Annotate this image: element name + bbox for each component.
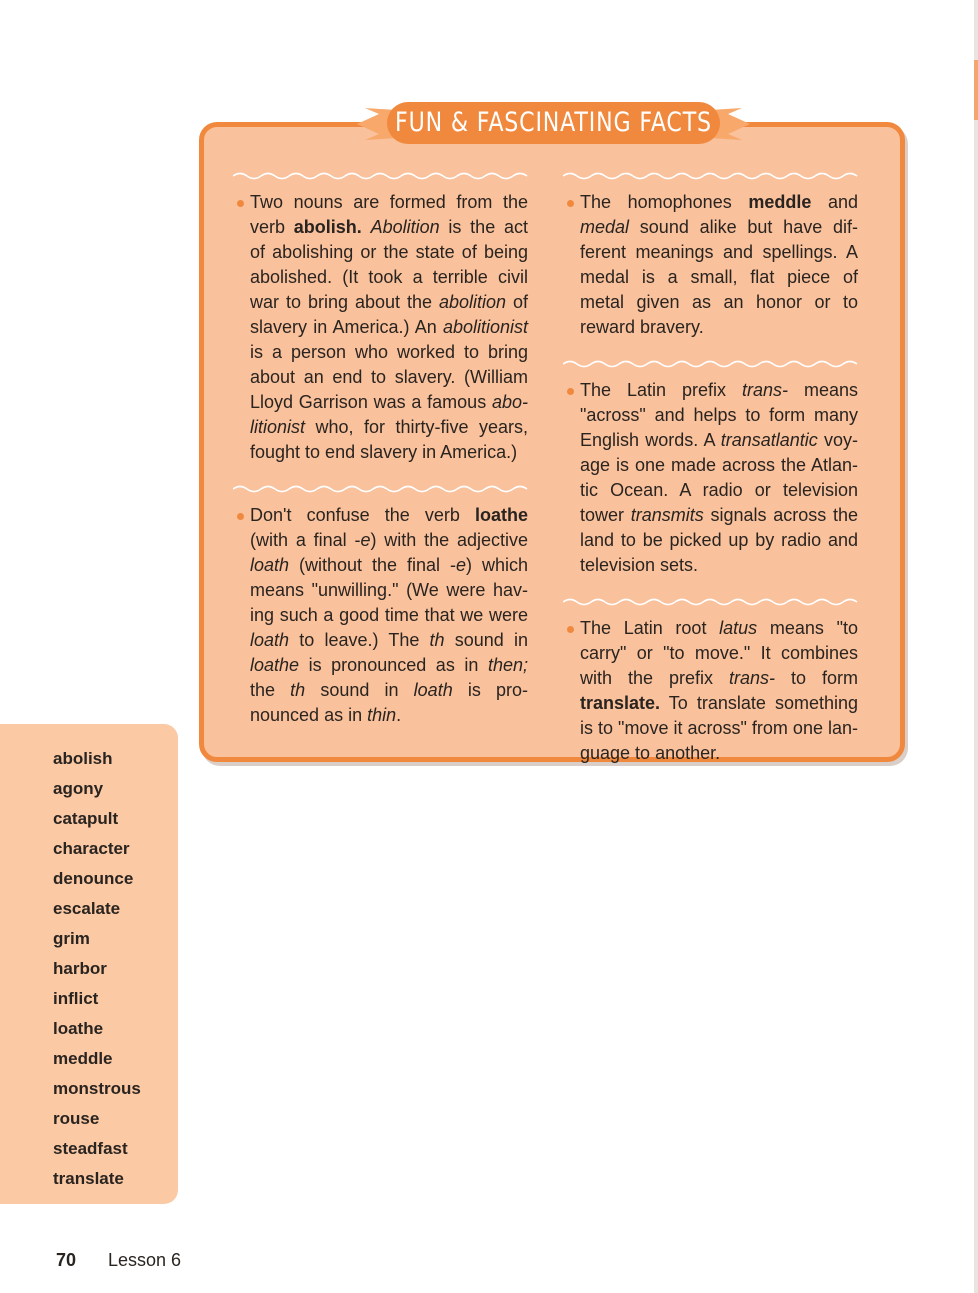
wavy-divider <box>233 170 528 182</box>
wavy-divider <box>233 483 528 495</box>
wavy-divider <box>563 170 858 182</box>
word-list-item: rouse <box>53 1109 100 1128</box>
bullet-dot <box>567 388 574 395</box>
fact-loathe: Don't confuse the verb loathe (with a final -e) with the adjective loath (without the final -e) which means "unwilling." (We were hav-ing such a good time that we were loath to leave.) The th sound in loathe is pronounced as in then; the th sound in loath is pro-nounced as in thin. <box>233 503 528 728</box>
word-list-item: meddle <box>53 1049 113 1068</box>
word-list-item: abolish <box>53 749 113 768</box>
bullet-dot <box>567 200 574 207</box>
word-list-item: translate <box>53 1169 124 1188</box>
word-list-item: inflict <box>53 989 99 1008</box>
word-list-item: catapult <box>53 809 119 828</box>
fact-translate: The Latin root latus means "to carry" or "to move." It combines with the prefix trans- to form translate. To translate something is to "move it across" from one lan-guage to another. <box>563 616 858 766</box>
word-list-item: steadfast <box>53 1139 128 1158</box>
word-list-item: agony <box>53 779 104 798</box>
wavy-divider <box>563 596 858 608</box>
word-list <box>53 744 141 1194</box>
fact-meddle: The homophones meddle and medal sound alike but have dif-ferent meanings and spellings. A medal is a small, flat piece of metal given as an honor or to reward bravery. <box>563 190 858 340</box>
fact-abolish: Two nouns are formed from the verb abolish. Abolition is the act of abolishing or the state of being abolished. (It took a terrible civil war to bring about the abolition of slavery in America.) An abolitionist is a person who worked to bring about an end to slavery. (William Lloyd Garrison was a famous abo-litionist who, for thirty-five years, fought to end slavery in America.) <box>233 190 528 465</box>
facts-banner <box>357 100 750 148</box>
bullet-dot <box>567 626 574 633</box>
lesson-label: Lesson 6 <box>108 1250 182 1270</box>
bullet-dot <box>237 513 244 520</box>
word-list-item: character <box>53 839 130 858</box>
page-number: 70 <box>56 1250 77 1270</box>
wavy-divider <box>563 358 858 370</box>
word-list-item: escalate <box>53 899 121 918</box>
word-list-item: grim <box>53 929 90 948</box>
facts-column-right <box>563 170 858 784</box>
page-edge-accent <box>974 60 978 120</box>
bullet-dot <box>237 200 244 207</box>
word-list-item: harbor <box>53 959 107 978</box>
word-list-item: denounce <box>53 869 134 888</box>
banner-title: FUN & FASCINATING FACTS <box>395 107 712 138</box>
word-list-item: monstrous <box>53 1079 141 1098</box>
word-list-item: loathe <box>53 1019 104 1038</box>
page-edge <box>974 0 978 1293</box>
facts-column-left <box>233 170 528 746</box>
fact-trans-prefix: The Latin prefix trans- means "across" and helps to form many English words. A transatlantic voy-age is one made across the Atlan-tic Ocean. A radio or television tower transmits signals across the land to be picked up by radio and television sets. <box>563 378 858 578</box>
